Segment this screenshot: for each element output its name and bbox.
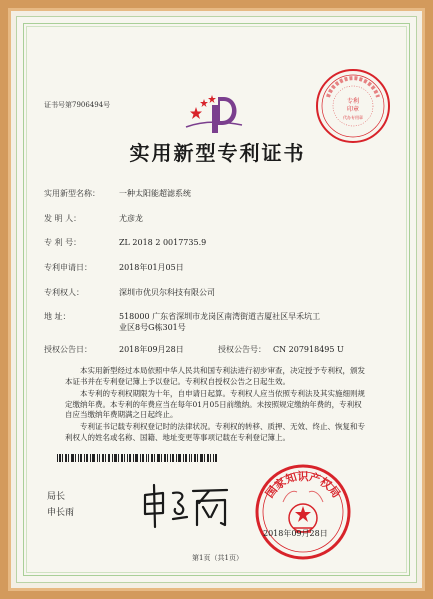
seal-date: 2018年09月28日	[263, 529, 328, 538]
grant-date-value: 2018年09月28日	[119, 345, 184, 354]
electronic-application-seal-icon	[314, 67, 392, 145]
certificate-serial: 证书号第7906494号	[44, 101, 111, 109]
inventor-label: 发 明 人：	[44, 214, 82, 223]
svg-text:专利: 专利	[346, 98, 360, 105]
patentee-value: 深圳市优贝尔科技有限公司	[119, 288, 215, 297]
filing-date-label: 专利申请日：	[44, 263, 92, 272]
svg-text:国家知识产权局: 国家知识产权局	[263, 470, 343, 501]
svg-text:印章: 印章	[346, 106, 360, 113]
inventor-value: 尤彦龙	[119, 214, 143, 223]
certificate-paper	[16, 16, 417, 583]
director-title-label: 局长	[47, 492, 66, 502]
utility-model-name-label: 实用新型名称：	[44, 189, 100, 198]
grant-date-label: 授权公告日：	[44, 345, 92, 354]
address-line-1: 518000 广东省深圳市龙岗区南湾街道吉厦社区早禾坑工	[119, 312, 321, 321]
grant-number-label: 授权公告号：	[218, 345, 266, 354]
patentee-label: 专利权人：	[44, 288, 84, 297]
address-label: 地 址：	[44, 312, 71, 321]
utility-model-name-value: 一种太阳能超滤系统	[119, 189, 191, 198]
patent-number-label: 专 利 号：	[44, 238, 82, 247]
paragraph-patent-term: 本专利的专利权期限为十年，自申请日起算。专利权人应当依照专利法及其实施细则规定缴纳年费。本专利的年费应当在每年01月05日前缴纳。未按照规定缴纳年费的，专利权自应当缴纳年费期满之日起终止。	[65, 389, 365, 419]
paragraph-legal-status: 专利证书记载专利权登记时的法律状况。专利权的转移、质押、无效、终止、恢复和专利权人的姓名或名称、国籍、地址变更等事项记载在专利登记簿上。	[65, 422, 365, 442]
cnipa-official-seal-icon	[253, 462, 353, 562]
patent-number-value: ZL 2018 2 0017735.9	[119, 238, 207, 247]
handwritten-signature-icon	[139, 483, 233, 529]
paragraph-grant-decision: 本实用新型经过本局依照中华人民共和国专利法进行初步审查，决定授予专利权，颁发本证书并在专利登记簿上予以登记。专利权自授权公告之日起生效。	[65, 366, 365, 386]
address-line-2: 业区8号G栋301号	[119, 323, 186, 332]
page-number: 第1页（共1页）	[192, 554, 243, 562]
cnipa-logo-icon	[182, 91, 248, 137]
filing-date-value: 2018年01月05日	[119, 263, 184, 272]
grant-number-value: CN 207918495 U	[273, 345, 344, 354]
barcode-icon	[57, 454, 217, 462]
certificate-title: 实用新型专利证书	[129, 141, 306, 165]
director-name-label: 申长雨	[47, 508, 75, 518]
svg-text:代办专用章: 代办专用章	[343, 115, 363, 120]
